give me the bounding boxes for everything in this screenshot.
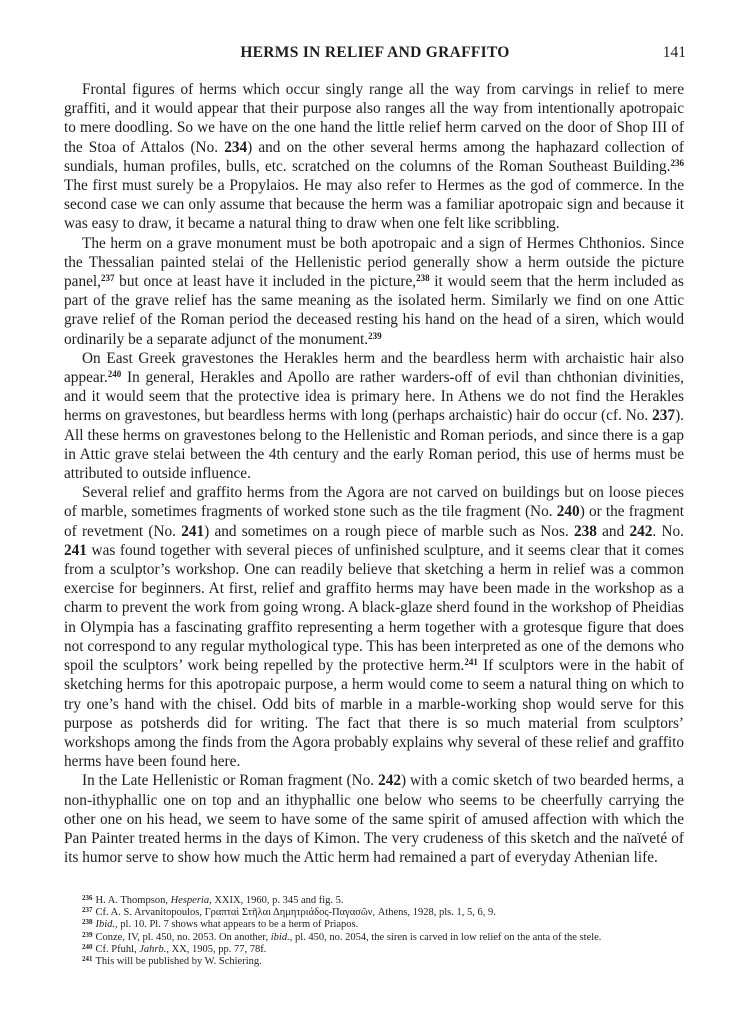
catalog-number: 241	[181, 522, 205, 540]
catalog-number: 234	[224, 138, 248, 156]
footnote: $^{241}$ This will be published by W. Schiering.	[82, 955, 262, 968]
catalog-number: 238	[573, 522, 597, 540]
catalog-number: 240	[556, 503, 580, 521]
footnote: $^{238}$ Ibid., pl. 10. Pl. 7 shows what appears to be a herm of Priapos.	[82, 918, 359, 931]
footnote: $^{236}$ H. A. Thompson, Hesperia, XXIX, 1960, p. 345 and fig. 5.	[82, 894, 344, 906]
catalog-number: 242	[629, 522, 653, 540]
footnote-ref: 239	[368, 330, 382, 341]
running-head: HERMS IN RELIEF AND GRAFFITO	[240, 44, 510, 61]
paragraph: In the Late Hellenistic or Roman fragment (No. 242) with a comic sketch of two bearded herms, a non-ithyphallic one on top and an ithyphallic one below who seems to be cheerfully carrying the other one on his head, we seem to have some of the same spirit of amused affection with which the Pan Painter treated herms in the days of Kimon. The very crudeness of this sketch and the naïveté of its humor serve to show how much the Attic herm had remained a part of everyday Athenian life.	[64, 772, 684, 867]
catalog-number: 241	[64, 541, 87, 559]
footnote-ref: 238	[416, 273, 430, 284]
paragraph: The herm on a grave monument must be both apotropaic and a sign of Hermes Chthonios. Since the Thessalian painted stelai of the Hellenistic period generally show a herm outside the picture panel,$^{237}$ but once at least have it included in the picture,$^{238}$ it would seem that the herm included as part of the grave relief has the same meaning as the isolated herm. Similarly we find on one Attic grave relief of the Roman period the deceased resting his hand on the head of a siren, which would ordinarily be a separate adjunct of the monument.$^{239}$	[64, 234, 684, 348]
body-text	[64, 80, 684, 867]
paragraph: On East Greek gravestones the Herakles herm and the beardless herm with archaistic hair also appear.$^{240}$ In general, Herakles and Apollo are rather warders-off of evil than chthonian divinities, and it would seem that the protective idea is primary here. In Athens we do not find the Herakles herms on gravestones, but beardless herms with long (perhaps archaistic) hair do occur (cf. No. 237). All these herms on gravestones belong to the Hellenistic and Roman periods, and since there is a gap in Attic grave stelai between the 4th century and the early Roman period, this use of herms must be attributed to outside influence.	[64, 349, 684, 483]
footnote: $^{237}$ Cf. A. S. Arvanitopoulos, Γραπταὶ Στῆλαι Δημητριάδος-Παγασῶν, Athens, 1928, pls. 1, 5, 6, 9.	[82, 906, 496, 919]
footnote-ref: 241	[464, 657, 478, 668]
footnote: $^{240}$ Cf. Pfuhl, Jahrb., XX, 1905, pp. 77, 78f.	[82, 942, 267, 955]
footnote-ref: 237	[100, 273, 115, 284]
paragraph: Several relief and graffito herms from the Agora are not carved on buildings but on loose pieces of marble, sometimes fragments of worked stone such as the tile fragment (No. 240) or the fragment of revetment (No. 241) and sometimes on a rough piece of marble such as Nos. 238 and 242. No. 241 was found together with several pieces of unfinished sculpture, and it seems clear that it comes from a sculptor’s workshop. One can readily believe that sketching a herm in relief was a common exercise for beginners. At first, relief and graffito herms may have been made in the workshop as a charm to prevent the work from going wrong. A black-glaze sherd found in the workshop of Pheidias in Olympia has a fascinating graffito representing a herm together with a grotesque figure that does not correspond to any regular mythological type. This has been interpreted as one of the demons who spoil the sculptors’ work being repelled by the protective herm.$^{241}$ If sculptors were in the habit of sketching herms for this apotropaic purpose, a herm would come to seem a natural thing on which to try one’s hand with the chisel. Odd bits of marble in a marble-working shop would serve for this purpose as potsherds did for writing. The fact that there is so much material from sculptors’ workshops among the finds from the Agora probably explains why several of these relief and graffito herms have been found here.	[64, 484, 684, 771]
footnote-ref: 236	[670, 157, 684, 168]
footnote: $^{239}$ Conze, IV, pl. 450, no. 2053. On another, ibid., pl. 450, no. 2054, the siren is carved in low relief on the anta of the stele.	[82, 930, 602, 943]
catalog-number: 242	[378, 772, 402, 790]
paragraph: Frontal figures of herms which occur singly range all the way from carvings in relief to mere graffiti, and it would appear that their purpose also ranges all the way from intentionally apotropaic to mere doodling. So we have on the one hand the little relief herm carved on the door of Shop III of the Stoa of Attalos (No. 234) and on the other several herms among the haphazard collection of sundials, human profiles, bulls, etc. scratched on the columns of the Roman Southeast Building.$^{236}$ The first must surely be a Propylaios. He may also refer to Hermes as the god of commerce. In the second case we can only assume that because the herm was a familiar apotropaic sign and because it was easy to draw, it became a natural thing to draw when one felt like scribbling.	[64, 81, 684, 233]
catalog-number: 237	[652, 407, 676, 425]
page-number: 141	[662, 44, 686, 61]
footnotes	[82, 895, 684, 968]
page-header	[64, 44, 686, 66]
footnote-ref: 240	[107, 369, 122, 380]
